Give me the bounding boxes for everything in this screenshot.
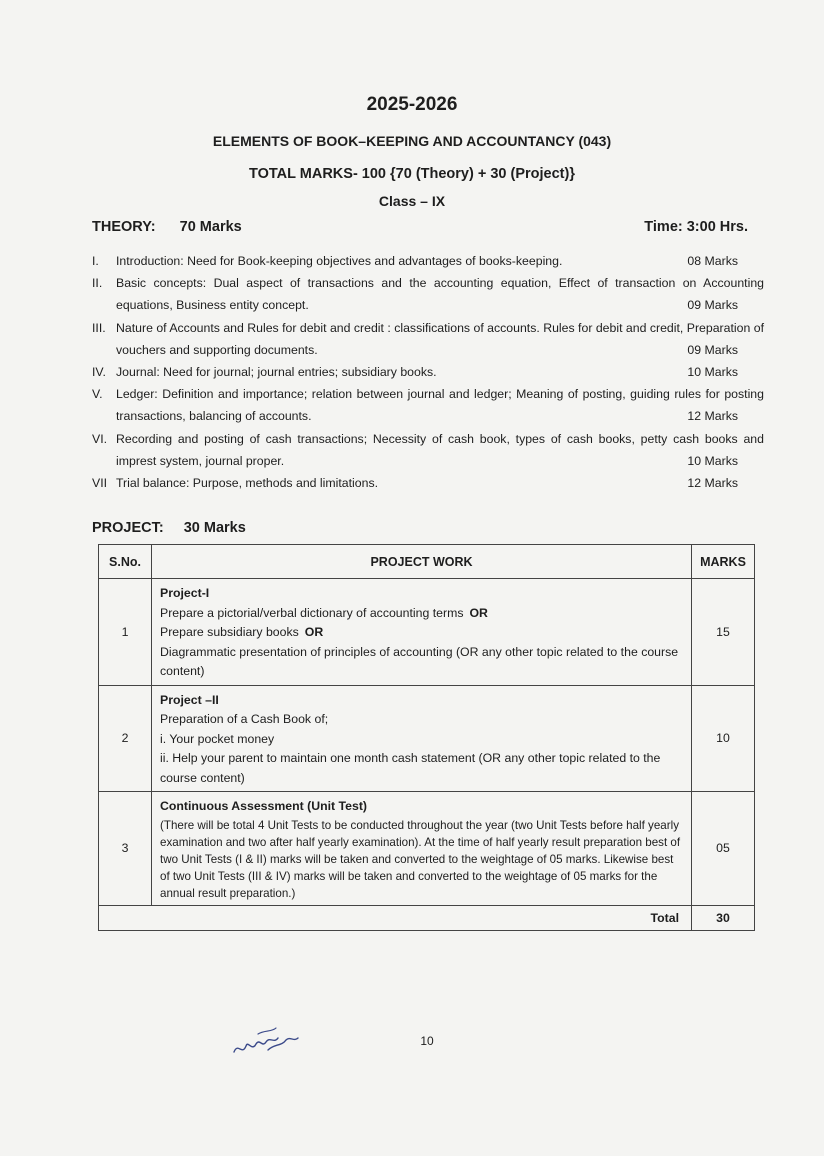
row-sno: 1 <box>99 579 152 686</box>
assessment-description: (There will be total 4 Unit Tests to be conducted throughout the year (two Unit Tests before half yearly examination and two after half yearly examination). At the time of half yearly result preparation best of two Unit Tests (I & II) marks will be taken and converted to the weightage of 05 marks. Likewise best of two Unit Tests (III & IV) marks will be taken and converted to the weightage of 05 marks for the annual result preparation.) <box>160 818 681 900</box>
topic-text: Nature of Accounts and Rules for debit and credit : classifications of accounts. Rules for debit and credit, Preparation of vouchers and supporting documents. <box>116 320 764 357</box>
topic-number: II. <box>92 276 103 291</box>
topic-marks: 09 Marks <box>687 342 738 357</box>
project-line: ii. Help your parent to maintain one month cash statement (OR any other topic related to the course content) <box>160 751 661 785</box>
row-sno: 2 <box>99 685 152 792</box>
table-row <box>99 685 755 792</box>
row-work <box>152 792 692 906</box>
row-marks: 15 <box>692 579 755 686</box>
table-row <box>99 579 755 686</box>
topic-text: Recording and posting of cash transactions; Necessity of cash book, types of cash books, petty cash books and imprest system, journal proper. <box>116 431 764 468</box>
project-marks: 30 Marks <box>183 520 246 536</box>
topic-text: Introduction: Need for Book-keeping objectives and advantages of books-keeping. <box>116 254 563 268</box>
topic-text: Journal: Need for journal; journal entries; subsidiary books. <box>116 365 437 380</box>
or-label: OR <box>469 605 488 620</box>
project-line-text: Prepare subsidiary books <box>160 625 299 639</box>
or-label: OR <box>304 625 324 639</box>
project-line: Preparation of a Cash Book of; <box>160 712 329 726</box>
column-header-work: PROJECT WORK <box>152 545 692 579</box>
topic-marks: 10 Marks <box>687 365 738 380</box>
topic-item <box>92 272 764 316</box>
topic-item <box>92 472 764 494</box>
topic-number: VII <box>92 476 108 491</box>
total-label: Total <box>99 905 692 930</box>
row-marks: 10 <box>692 685 755 792</box>
exam-time: Time: 3:00 Hrs. <box>644 219 748 235</box>
theory-label: THEORY: <box>92 219 156 235</box>
subject-title: ELEMENTS OF BOOK–KEEPING AND ACCOUNTANCY (043) <box>212 133 612 149</box>
topic-text: Basic concepts: Dual aspect of transactions and the accounting equation, Effect of transaction on Accounting equations, Business entity concept. <box>116 276 764 313</box>
table-row <box>99 792 755 906</box>
project-line <box>160 623 683 643</box>
class-line: Class – IX <box>378 193 446 209</box>
topic-item <box>92 250 764 272</box>
page-number: 10 <box>420 1034 434 1048</box>
total-row <box>99 905 755 930</box>
theory-heading <box>92 219 242 235</box>
topic-text: Trial balance: Purpose, methods and limitations. <box>116 476 379 491</box>
topic-number: III. <box>92 320 106 335</box>
project-heading <box>92 520 246 536</box>
topic-number: IV. <box>92 365 106 380</box>
topic-marks: 12 Marks <box>687 409 738 424</box>
row-sno: 3 <box>99 792 152 906</box>
topic-marks: 09 Marks <box>687 298 738 313</box>
project-title: Project-I <box>160 586 210 600</box>
theory-marks: 70 Marks <box>179 219 242 235</box>
column-header-sno: S.No. <box>99 545 152 579</box>
table-header-row <box>99 545 755 579</box>
topic-item <box>92 383 764 427</box>
project-table <box>98 544 755 931</box>
theory-topic-list <box>92 250 764 494</box>
project-line <box>160 604 683 624</box>
project-line: Diagrammatic presentation of principles of accounting (OR any other topic related to the course content) <box>160 644 679 678</box>
project-title: Project –II <box>160 692 219 707</box>
row-work <box>152 579 692 686</box>
project-line: i. Your pocket money <box>160 731 275 746</box>
topic-item <box>92 361 764 383</box>
row-work <box>152 685 692 792</box>
topic-marks: 12 Marks <box>687 476 738 491</box>
academic-year: 2025-2026 <box>366 94 458 115</box>
project-line-text: Prepare a pictorial/verbal dictionary of accounting terms <box>160 605 464 620</box>
row-marks: 05 <box>692 792 755 906</box>
project-label: PROJECT: <box>92 520 164 536</box>
total-value: 30 <box>692 905 755 930</box>
topic-item <box>92 317 764 361</box>
topic-marks: 10 Marks <box>687 453 738 468</box>
topic-number: I. <box>92 254 99 268</box>
topic-number: VI. <box>92 431 108 446</box>
project-title: Continuous Assessment (Unit Test) <box>160 799 368 813</box>
column-header-marks: MARKS <box>692 545 755 579</box>
topic-number: V. <box>92 387 103 402</box>
topic-marks: 08 Marks <box>687 254 738 268</box>
total-marks-line: TOTAL MARKS- 100 {70 (Theory) + 30 (Project)} <box>249 166 575 182</box>
topic-text: Ledger: Definition and importance; relation between journal and ledger; Meaning of posting, guiding rules for posting transactions, balancing of accounts. <box>116 387 764 424</box>
topic-item <box>92 428 764 472</box>
